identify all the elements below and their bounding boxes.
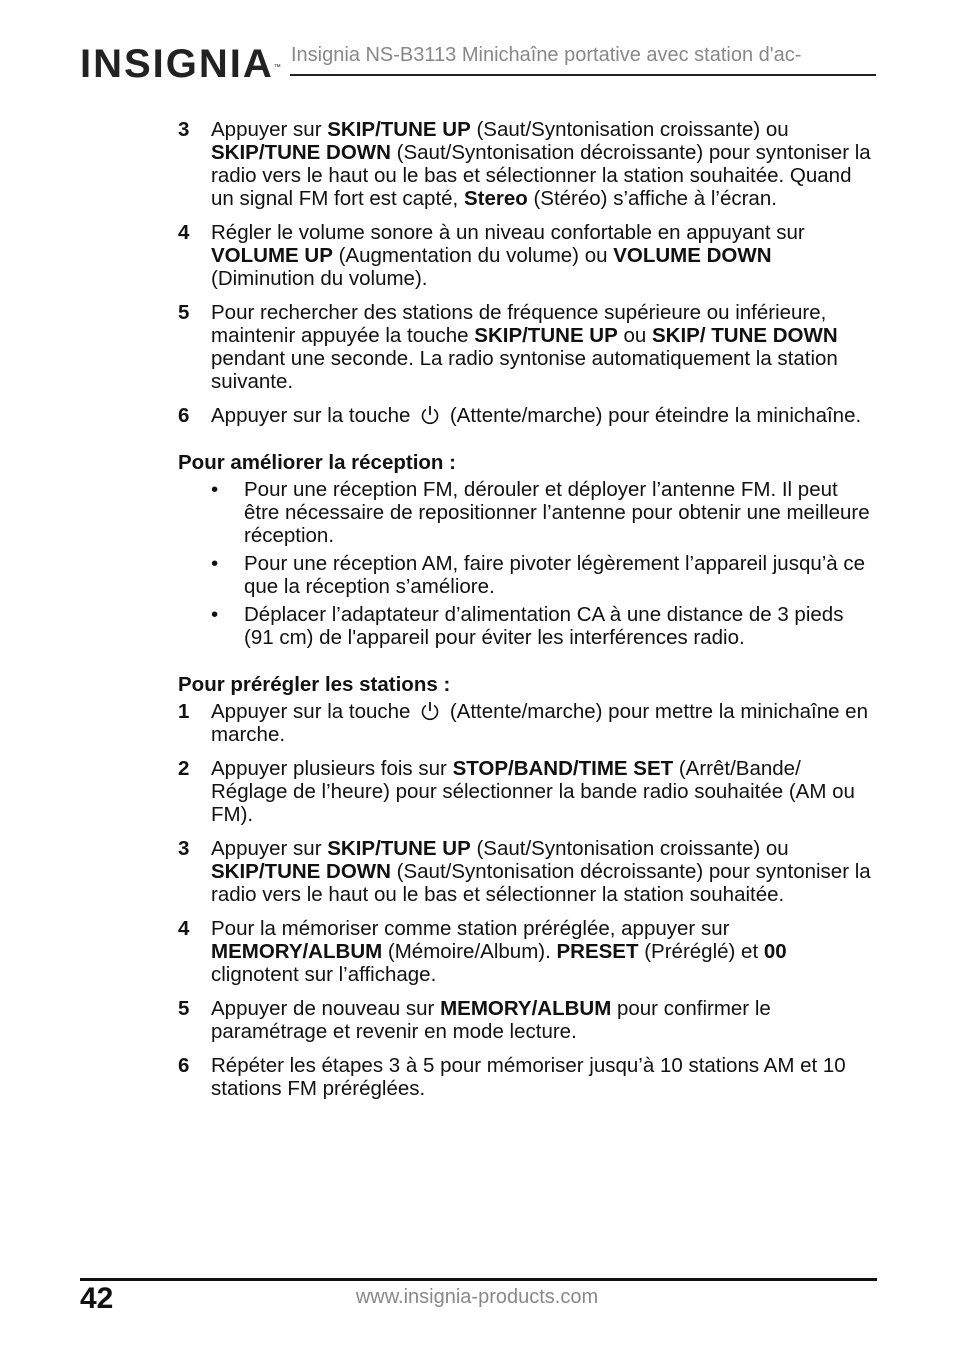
reception-tips-list <box>178 478 878 649</box>
bullet-text: Pour une réception FM, dérouler et déployer l’antenne FM. Il peut être nécessaire de repositionner l’antenne pour obtenir une meilleure réception. <box>244 478 870 547</box>
step-text-run: (Saut/Syntonisation croissante) ou <box>470 837 789 860</box>
step-keyword: SKIP/ TUNE DOWN <box>652 324 838 347</box>
step-item <box>178 997 878 1043</box>
step-number: 6 <box>178 1054 190 1077</box>
step-text <box>211 404 878 427</box>
step-number: 3 <box>178 837 190 860</box>
step-text <box>211 1054 878 1100</box>
step-number: 2 <box>178 757 190 780</box>
step-item <box>178 700 878 746</box>
section-title-presets: Pour prérégler les stations : <box>178 673 451 696</box>
step-keyword: SKIP/TUNE UP <box>474 324 618 347</box>
page-header <box>80 36 876 92</box>
step-text-run: (Diminution du volume). <box>211 267 428 290</box>
step-item <box>178 917 878 986</box>
step-number: 4 <box>178 221 190 244</box>
step-text-run: Régler le volume sonore à un niveau confortable en appuyant sur <box>211 221 805 244</box>
step-item <box>178 221 878 290</box>
step-text-run: (Attente/marche) pour mettre la minichaîne en marche. <box>211 700 868 746</box>
list-item <box>178 552 878 598</box>
step-text <box>211 997 878 1043</box>
step-text-run: Appuyer sur <box>211 837 328 860</box>
step-text <box>211 301 878 393</box>
step-number: 6 <box>178 404 190 427</box>
step-keyword: SKIP/TUNE UP <box>327 837 471 860</box>
bullet-text: Déplacer l’adaptateur d’alimentation CA à une distance de 3 pieds (91 cm) de l'appareil pour éviter les interférences radio. <box>244 603 844 649</box>
logo-text: INSIGNIA <box>80 42 274 86</box>
tuning-steps <box>178 118 878 427</box>
step-text-run: Appuyer plusieurs fois sur <box>211 757 453 780</box>
step-text-run: pour confirmer le paramétrage et revenir en mode lecture. <box>211 997 771 1043</box>
step-text <box>211 700 878 746</box>
step-text-run: Appuyer de nouveau sur <box>211 997 441 1020</box>
step-text-run: (Saut/Syntonisation croissante) ou <box>470 118 789 141</box>
page-number: 42 <box>80 1282 114 1315</box>
bullet-text: Pour une réception AM, faire pivoter légèrement l’appareil jusqu’à ce que la réception s’améliore. <box>244 552 866 598</box>
step-keyword: VOLUME UP <box>211 244 333 267</box>
step-text-run: (Stéréo) s’affiche à l’écran. <box>527 187 777 210</box>
step-text <box>211 837 878 906</box>
step-item <box>178 1054 878 1100</box>
step-keyword: MEMORY/ALBUM <box>440 997 612 1020</box>
page-content <box>178 118 878 1111</box>
step-keyword: VOLUME DOWN <box>613 244 772 267</box>
step-keyword: SKIP/TUNE DOWN <box>211 860 391 883</box>
step-keyword: Stereo <box>463 187 528 210</box>
footer-rule <box>80 1278 877 1281</box>
step-text-run: (Arrêt/Bande/ Réglage de l’heure) pour sélectionner la bande radio souhaitée (AM ou FM). <box>211 757 855 826</box>
step-text <box>211 118 878 210</box>
step-text <box>211 221 878 290</box>
step-text-run: clignotent sur l’affichage. <box>211 963 437 986</box>
step-text-run: Appuyer sur la touche <box>211 700 417 723</box>
step-keyword: PRESET <box>556 940 639 963</box>
power-icon <box>419 700 441 722</box>
step-number: 5 <box>178 301 190 324</box>
list-item <box>178 603 878 649</box>
step-number: 4 <box>178 917 190 940</box>
step-text-run: Appuyer sur <box>211 118 328 141</box>
bullet-icon: • <box>211 552 219 575</box>
step-item <box>178 757 878 826</box>
step-text <box>211 917 878 986</box>
step-item <box>178 301 878 393</box>
preset-steps <box>178 700 878 1100</box>
step-text-run: (Saut/Syntonisation décroissante) pour syntoniser la radio vers le haut ou le bas et sélectionner la station souhaitée. <box>211 860 871 906</box>
step-text <box>211 757 878 826</box>
step-text-run: Pour la mémoriser comme station préréglée, appuyer sur <box>211 917 730 940</box>
step-keyword: STOP/BAND/TIME SET <box>452 757 674 780</box>
step-number: 3 <box>178 118 190 141</box>
step-number: 5 <box>178 997 190 1020</box>
step-item <box>178 118 878 210</box>
step-text-run: (Saut/Syntonisation décroissante) pour syntoniser la radio vers le haut ou le bas et sélectionner la station souhaitée. Quand un signal FM fort est capté, <box>211 141 871 210</box>
step-text-run: ou <box>617 324 652 347</box>
step-text-run: (Attente/marche) pour éteindre la minichaîne. <box>444 404 862 427</box>
list-item <box>178 478 878 547</box>
bullet-icon: • <box>211 478 219 501</box>
step-keyword: MEMORY/ALBUM <box>211 940 383 963</box>
step-text-run: Pour rechercher des stations de fréquence supérieure ou inférieure, maintenir appuyée la touche <box>211 301 827 347</box>
footer-url: www.insignia-products.com <box>355 1286 599 1308</box>
step-text-run: Appuyer sur la touche <box>211 404 417 427</box>
header-title: Insignia NS-B3113 Minichaîne portative avec station d'ac- <box>291 44 802 66</box>
insignia-logo <box>80 44 281 84</box>
step-text-run: (Préréglé) et <box>638 940 764 963</box>
section-title-reception: Pour améliorer la réception : <box>178 451 456 474</box>
step-keyword: SKIP/TUNE UP <box>327 118 471 141</box>
bullet-icon: • <box>211 603 219 626</box>
step-text-run: pendant une seconde. La radio syntonise automatiquement la station suivante. <box>211 347 838 393</box>
step-text-run: Répéter les étapes 3 à 5 pour mémoriser jusqu’à 10 stations AM et 10 stations FM préréglées. <box>211 1054 846 1100</box>
power-icon <box>419 404 441 426</box>
step-item <box>178 404 878 427</box>
step-keyword: SKIP/TUNE DOWN <box>211 141 391 164</box>
logo-trademark: ™ <box>273 64 281 71</box>
header-rule <box>290 74 876 76</box>
step-item <box>178 837 878 906</box>
step-text-run: (Mémoire/Album). <box>382 940 557 963</box>
step-number: 1 <box>178 700 190 723</box>
step-keyword: 00 <box>763 940 787 963</box>
step-text-run: (Augmentation du volume) ou <box>332 244 614 267</box>
